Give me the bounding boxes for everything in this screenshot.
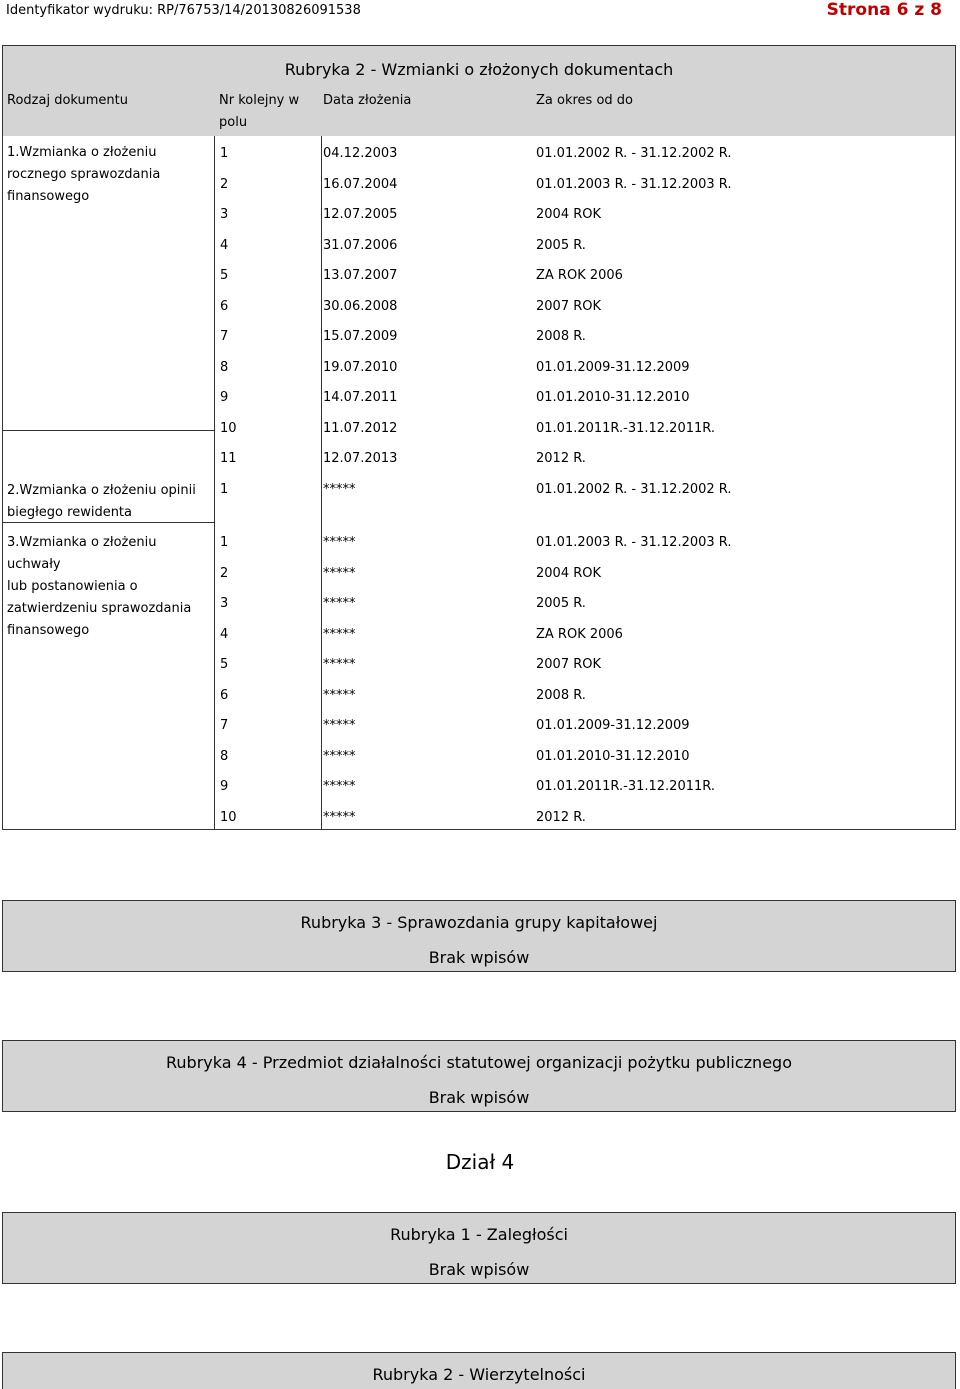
row-period: 2008 R. bbox=[536, 688, 586, 703]
row-date: 13.07.2007 bbox=[323, 268, 398, 283]
row-date: ***** bbox=[323, 779, 356, 794]
row-date: ***** bbox=[323, 566, 356, 581]
row-date: 30.06.2008 bbox=[323, 299, 398, 314]
row-period: 01.01.2003 R. - 31.12.2003 R. bbox=[536, 177, 732, 192]
row-date: 31.07.2006 bbox=[323, 238, 398, 253]
column-header-rodzaj: Rodzaj dokumentu bbox=[7, 93, 128, 108]
group-label-line: 2.Wzmianka o złożeniu opinii bbox=[7, 483, 196, 498]
row-period: 2004 ROK bbox=[536, 566, 602, 581]
group-label-line: zatwierdzeniu sprawozdania bbox=[7, 601, 192, 616]
rubryka-3-title: Rubryka 3 - Sprawozdania grupy kapitałowej bbox=[300, 913, 658, 932]
dzial-4-rubryka-2-section bbox=[2, 1352, 956, 1389]
table-row bbox=[3, 170, 957, 200]
table-row bbox=[3, 414, 957, 444]
table-row bbox=[3, 292, 957, 322]
row-date: 04.12.2003 bbox=[323, 146, 398, 161]
table-row bbox=[3, 139, 957, 169]
table-row bbox=[3, 231, 957, 261]
table-row bbox=[3, 772, 957, 802]
group-label-line: finansowego bbox=[7, 623, 90, 638]
row-period: 01.01.2009-31.12.2009 bbox=[536, 360, 690, 375]
row-number: 3 bbox=[220, 596, 229, 611]
row-number: 10 bbox=[220, 810, 237, 825]
table-row bbox=[3, 353, 957, 383]
dzial-4-rubryka-1-title: Rubryka 1 - Zaległości bbox=[390, 1225, 568, 1244]
dzial-4-rubryka-1-section bbox=[2, 1212, 956, 1284]
row-number: 4 bbox=[220, 627, 229, 642]
row-number: 4 bbox=[220, 238, 229, 253]
table-row bbox=[3, 681, 957, 711]
row-number: 1 bbox=[220, 482, 229, 497]
row-date: ***** bbox=[323, 657, 356, 672]
group-label-line: finansowego bbox=[7, 189, 90, 204]
group-label-line: 1.Wzmianka o złożeniu bbox=[7, 145, 157, 160]
rubryka-2-header bbox=[3, 46, 955, 136]
column-header-nr-line1: Nr kolejny w bbox=[219, 93, 300, 108]
table-row bbox=[3, 589, 957, 619]
table-row bbox=[3, 322, 957, 352]
row-date: ***** bbox=[323, 627, 356, 642]
row-date: 12.07.2013 bbox=[323, 451, 398, 466]
table-row bbox=[3, 650, 957, 680]
table-row bbox=[3, 475, 957, 505]
row-number: 10 bbox=[220, 421, 237, 436]
group-label-line: lub postanowienia o bbox=[7, 579, 138, 594]
rubryka-2-table bbox=[2, 45, 956, 830]
rubryka-3-section bbox=[2, 900, 956, 972]
table-row bbox=[3, 528, 957, 558]
row-period: 2007 ROK bbox=[536, 657, 602, 672]
row-number: 11 bbox=[220, 451, 237, 466]
row-date: 11.07.2012 bbox=[323, 421, 398, 436]
row-number: 7 bbox=[220, 329, 229, 344]
row-number: 8 bbox=[220, 749, 229, 764]
rubryka-4-title: Rubryka 4 - Przedmiot działalności statutowej organizacji pożytku publicznego bbox=[166, 1053, 792, 1072]
row-date: 12.07.2005 bbox=[323, 207, 398, 222]
row-period: 01.01.2002 R. - 31.12.2002 R. bbox=[536, 146, 732, 161]
row-number: 2 bbox=[220, 566, 229, 581]
print-identifier: Identyfikator wydruku: RP/76753/14/20130826091538 bbox=[6, 3, 361, 18]
table-row bbox=[3, 200, 957, 230]
row-date: ***** bbox=[323, 718, 356, 733]
row-number: 3 bbox=[220, 207, 229, 222]
column-header-data: Data złożenia bbox=[323, 93, 412, 108]
row-number: 6 bbox=[220, 688, 229, 703]
row-period: 01.01.2011R.-31.12.2011R. bbox=[536, 421, 715, 436]
row-period: 01.01.2010-31.12.2010 bbox=[536, 390, 690, 405]
row-date: ***** bbox=[323, 482, 356, 497]
row-period: 01.01.2003 R. - 31.12.2003 R. bbox=[536, 535, 732, 550]
column-header-okres: Za okres od do bbox=[536, 93, 633, 108]
table-row bbox=[3, 444, 957, 474]
row-period: ZA ROK 2006 bbox=[536, 627, 623, 642]
row-date: ***** bbox=[323, 596, 356, 611]
row-date: ***** bbox=[323, 749, 356, 764]
row-number: 1 bbox=[220, 146, 229, 161]
row-number: 9 bbox=[220, 779, 229, 794]
table-row bbox=[3, 559, 957, 589]
row-period: 2012 R. bbox=[536, 451, 586, 466]
row-period: 01.01.2009-31.12.2009 bbox=[536, 718, 690, 733]
table-row bbox=[3, 261, 957, 291]
dzial-4-rubryka-1-content: Brak wpisów bbox=[428, 1260, 530, 1279]
row-date: ***** bbox=[323, 810, 356, 825]
row-period: 2005 R. bbox=[536, 596, 586, 611]
dzial-4-heading: Dział 4 bbox=[445, 1150, 515, 1174]
column-header-nr-line2: polu bbox=[219, 115, 248, 130]
row-date: ***** bbox=[323, 688, 356, 703]
row-period: 2007 ROK bbox=[536, 299, 602, 314]
table-row bbox=[3, 742, 957, 772]
row-date: 15.07.2009 bbox=[323, 329, 398, 344]
group-label-line: 3.Wzmianka o złożeniu uchwały bbox=[7, 535, 157, 572]
row-number: 7 bbox=[220, 718, 229, 733]
page-number: Strona 6 z 8 bbox=[826, 0, 942, 20]
rubryka-3-content: Brak wpisów bbox=[428, 948, 530, 967]
table-row bbox=[3, 803, 957, 833]
group-label-line: biegłego rewidenta bbox=[7, 505, 132, 520]
row-period: 01.01.2010-31.12.2010 bbox=[536, 749, 690, 764]
row-period: 2008 R. bbox=[536, 329, 586, 344]
row-number: 5 bbox=[220, 268, 229, 283]
row-period: 2004 ROK bbox=[536, 207, 602, 222]
row-date: 16.07.2004 bbox=[323, 177, 398, 192]
rubryka-2-title: Rubryka 2 - Wzmianki o złożonych dokumentach bbox=[284, 60, 674, 79]
row-number: 5 bbox=[220, 657, 229, 672]
rubryka-4-section bbox=[2, 1040, 956, 1112]
row-number: 8 bbox=[220, 360, 229, 375]
row-period: 2012 R. bbox=[536, 810, 586, 825]
row-date: 14.07.2011 bbox=[323, 390, 398, 405]
print-header bbox=[0, 0, 960, 22]
row-period: 01.01.2011R.-31.12.2011R. bbox=[536, 779, 715, 794]
row-period: ZA ROK 2006 bbox=[536, 268, 623, 283]
table-row bbox=[3, 620, 957, 650]
row-period: 01.01.2002 R. - 31.12.2002 R. bbox=[536, 482, 732, 497]
table-row bbox=[3, 383, 957, 413]
dzial-4-rubryka-2-title: Rubryka 2 - Wierzytelności bbox=[372, 1365, 586, 1384]
row-number: 6 bbox=[220, 299, 229, 314]
group-label-line: rocznego sprawozdania bbox=[7, 167, 161, 182]
row-number: 1 bbox=[220, 535, 229, 550]
row-period: 2005 R. bbox=[536, 238, 586, 253]
rubryka-4-content: Brak wpisów bbox=[428, 1088, 530, 1107]
column-header-nr bbox=[219, 90, 299, 134]
row-date: 19.07.2010 bbox=[323, 360, 398, 375]
row-date: ***** bbox=[323, 535, 356, 550]
row-number: 9 bbox=[220, 390, 229, 405]
row-number: 2 bbox=[220, 177, 229, 192]
table-row bbox=[3, 711, 957, 741]
